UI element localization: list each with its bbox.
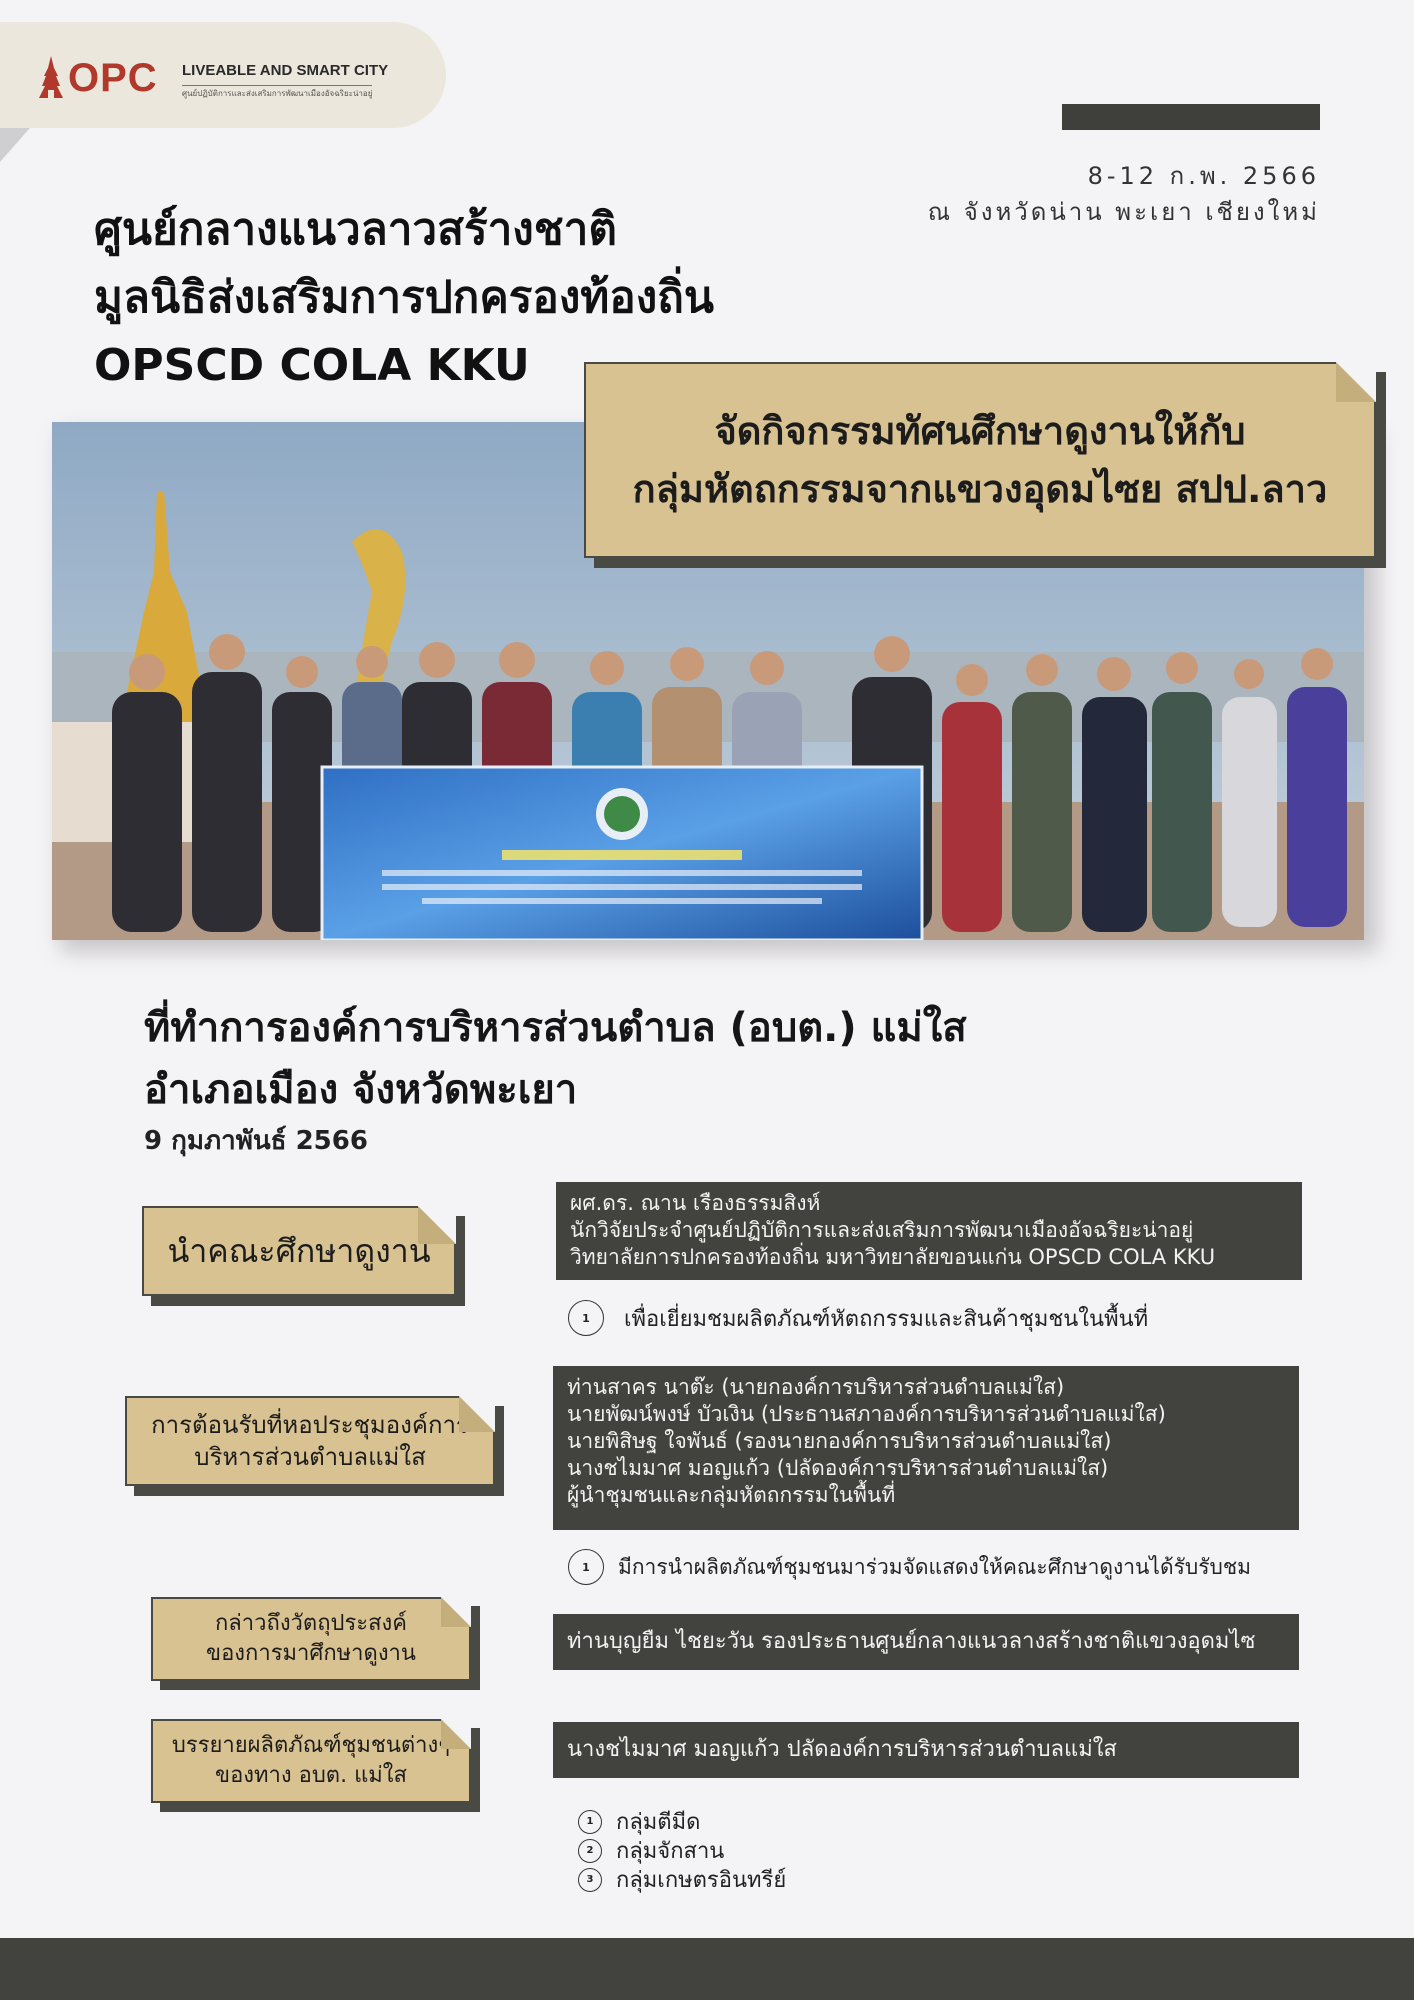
lead-line-2: นักวิจัยประจำศูนย์ปฏิบัติการและส่งเสริมการพัฒนาเมืองอัจฉริยะน่าอยู่ bbox=[570, 1218, 1194, 1242]
logo-fold bbox=[0, 128, 30, 162]
welcome-line-1: ท่านสาคร นาต๊ะ (นายกองค์การบริหารส่วนตำบลแม่ใส) bbox=[567, 1375, 1065, 1399]
venue-date: 9 กุมภาพันธ์ 2566 bbox=[144, 1126, 368, 1156]
temple-logo-icon bbox=[38, 56, 64, 100]
lead-line-1: ผศ.ดร. ณาน เรืองธรรมสิงห์ bbox=[570, 1191, 821, 1215]
welcome-bullet bbox=[568, 1549, 1251, 1585]
header-bar bbox=[1062, 104, 1320, 130]
welcome-bullet-text: มีการนำผลิตภัณฑ์ชุมชนมาร่วมจัดแสดงให้คณะศึกษาดูงานได้รับรับชม bbox=[618, 1554, 1251, 1579]
venue-line-2: อำเภอเมือง จังหวัดพะเยา bbox=[144, 1067, 578, 1113]
welcome-tag-line-2: บริหารส่วนตำบลแม่ใส bbox=[194, 1443, 426, 1471]
products-tag bbox=[151, 1719, 471, 1803]
bullet-number: 1 bbox=[568, 1300, 604, 1336]
product-item-text: กลุ่มตีมีด bbox=[616, 1810, 701, 1835]
note-fold bbox=[418, 1206, 456, 1244]
welcome-tag-line-1: การต้อนรับที่หอประชุมองค์การ bbox=[151, 1411, 469, 1439]
products-line: นางชไมมาศ มอญแก้ว ปลัดองค์การบริหารส่วนตำบลแม่ใส bbox=[567, 1737, 1117, 1762]
lead-panel bbox=[556, 1182, 1302, 1280]
lead-tag bbox=[142, 1206, 456, 1296]
logo-subline: ศูนย์ปฏิบัติการและส่งเสริมการพัฒนาเมืองอัจฉริยะน่าอยู่ bbox=[182, 85, 372, 100]
bullet-number: 1 bbox=[568, 1549, 604, 1585]
purpose-panel bbox=[553, 1614, 1299, 1670]
bullet-number: 2 bbox=[578, 1839, 602, 1863]
product-item bbox=[578, 1862, 786, 1897]
purpose-tag-line-2: ของการมาศึกษาดูงาน bbox=[206, 1641, 416, 1666]
logo-tagline: LIVEABLE AND SMART CITY bbox=[182, 62, 389, 79]
org-name-2: มูลนิธิส่งเสริมการปกครองท้องถิ่น bbox=[94, 272, 714, 323]
purpose-line: ท่านบุญยืม ไชยะวัน รองประธานศูนย์กลางแนวลางสร้างชาติแขวงอุดมไซ bbox=[567, 1629, 1256, 1654]
headline-line-1: จัดกิจกรรมทัศนศึกษาดูงานให้กับ bbox=[714, 409, 1246, 453]
headline-note bbox=[584, 362, 1376, 558]
bullet-number: 3 bbox=[578, 1868, 602, 1892]
note-fold bbox=[1336, 362, 1376, 402]
purpose-tag-line-1: กล่าวถึงวัตถุประสงค์ bbox=[214, 1611, 408, 1636]
lead-bullet-text: เพื่อเยี่ยมชมผลิตภัณฑ์หัตถกรรมและสินค้าชุมชนในพื้นที่ bbox=[624, 1306, 1149, 1332]
headline-line-2: กลุ่มหัตถกรรมจากแขวงอุดมไซย สปป.ลาว bbox=[632, 467, 1328, 511]
lead-line-3: วิทยาลัยการปกครองท้องถิ่น มหาวิทยาลัยขอนแก่น OPSCD COLA KKU bbox=[570, 1245, 1216, 1269]
org-name-3: OPSCD COLA KKU bbox=[94, 340, 530, 391]
welcome-line-4: นางชไมมาศ มอญแก้ว (ปลัดองค์การบริหารส่วนตำบลแม่ใส) bbox=[567, 1456, 1109, 1480]
welcome-tag bbox=[125, 1396, 495, 1486]
welcome-panel bbox=[553, 1366, 1299, 1530]
welcome-line-3: นายพิสิษฐ ใจพันธ์ (รองนายกองค์การบริหารส่วนตำบลแม่ใส) bbox=[567, 1429, 1112, 1453]
products-tag-line-2: ของทาง อบต. แม่ใส bbox=[215, 1763, 407, 1788]
event-place: ณ จังหวัดน่าน พะเยา เชียงใหม่ bbox=[927, 198, 1320, 226]
logo-brand: OPC bbox=[68, 56, 158, 100]
note-fold bbox=[441, 1719, 471, 1749]
venue-line-1: ที่ทำการองค์การบริหารส่วนตำบล (อบต.) แม่ใส bbox=[144, 1005, 967, 1051]
note-fold bbox=[459, 1396, 495, 1432]
products-panel bbox=[553, 1722, 1299, 1778]
lead-tag-label: นำคณะศึกษาดูงาน bbox=[167, 1232, 431, 1270]
event-date: 8-12 ก.พ. 2566 bbox=[1087, 162, 1320, 190]
footer-bar bbox=[0, 1938, 1414, 2000]
bullet-number: 1 bbox=[578, 1810, 602, 1834]
org-name-1: ศูนย์กลางแนวลาวสร้างชาติ bbox=[94, 204, 617, 255]
welcome-line-5: ผู้นำชุมชนและกลุ่มหัตถกรรมในพื้นที่ bbox=[567, 1483, 896, 1507]
product-item-text: กลุ่มจักสาน bbox=[616, 1839, 725, 1864]
welcome-line-2: นายพัฒน์พงษ์ บัวเงิน (ประธานสภาองค์การบริหารส่วนตำบลแม่ใส) bbox=[567, 1402, 1166, 1426]
note-fold bbox=[441, 1597, 471, 1627]
lead-bullet bbox=[568, 1300, 1148, 1336]
purpose-tag bbox=[151, 1597, 471, 1681]
product-item-text: กลุ่มเกษตรอินทรีย์ bbox=[616, 1868, 787, 1893]
products-tag-line-1: บรรยายผลิตภัณฑ์ชุมชนต่างๆ bbox=[171, 1733, 451, 1758]
